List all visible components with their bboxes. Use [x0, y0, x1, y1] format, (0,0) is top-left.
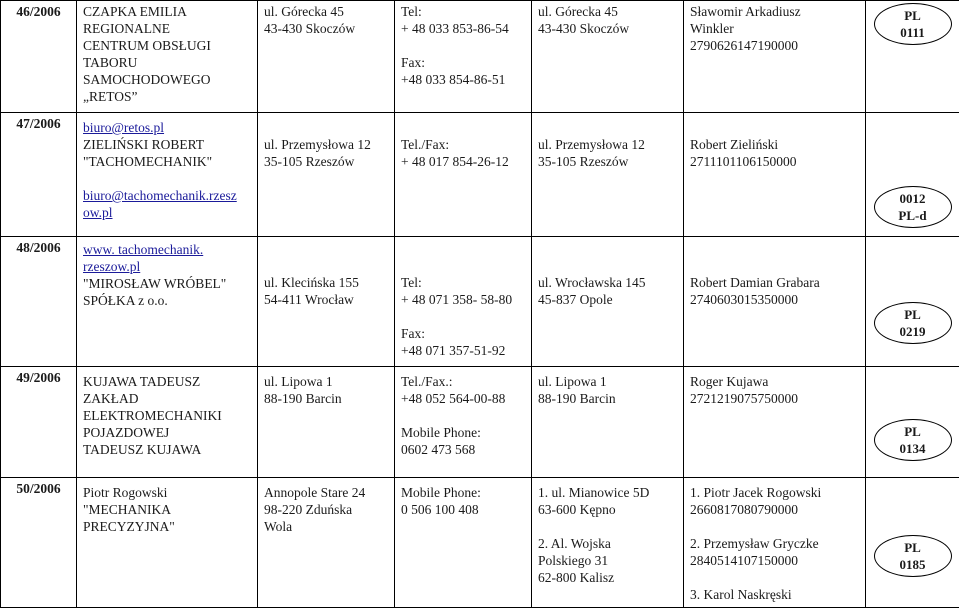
entry-number: 47/2006	[1, 113, 77, 237]
person-cell	[684, 237, 866, 367]
website-link[interactable]: www. tachomechanik.	[83, 242, 204, 257]
phone-number: + 48 033 853-86-54	[401, 21, 509, 36]
phone-label: Tel:	[401, 275, 422, 290]
fax-label: Fax:	[401, 326, 426, 341]
place-line: Polskiego 31	[538, 553, 609, 568]
place-line: 62-800 Kalisz	[538, 570, 615, 585]
table-row	[1, 237, 959, 367]
company-name-line: "TACHOMECHANIK"	[83, 154, 213, 169]
code-line: PL	[904, 540, 921, 555]
email-link[interactable]: biuro@retos.pl	[83, 120, 165, 135]
person-name: Robert Zieliński	[690, 137, 779, 152]
company-name-cell	[77, 113, 258, 237]
code-line: PL-d	[898, 208, 927, 223]
address-line: ul. Lipowa 1	[264, 374, 333, 389]
code-line: 0185	[899, 557, 926, 572]
person-id: 2660817080790000	[690, 502, 798, 517]
company-name-line: POJAZDOWEJ	[83, 425, 170, 440]
company-name-line: ZIELIŃSKI ROBERT	[83, 137, 205, 152]
address-line: ul. Przemysłowa 12	[264, 137, 371, 152]
code-line: PL	[904, 8, 921, 23]
fax-number: +48 033 854-86-51	[401, 72, 506, 87]
entry-number: 49/2006	[1, 367, 77, 478]
fax-label: Fax:	[401, 55, 426, 70]
person-cell	[684, 478, 866, 608]
address-cell	[258, 237, 395, 367]
place-line: ul. Lipowa 1	[538, 374, 607, 389]
mobile-number: 0 506 100 408	[401, 502, 479, 517]
phone-label: Tel:	[401, 4, 422, 19]
person-cell	[684, 367, 866, 478]
company-name-line: CENTRUM OBSŁUGI	[83, 38, 211, 53]
phone-number: +48 052 564-00-88	[401, 391, 506, 406]
address-line: 43-430 Skoczów	[264, 21, 356, 36]
place-cell	[532, 1, 684, 113]
contact-cell	[395, 478, 532, 608]
place-line: 43-430 Skoczów	[538, 21, 630, 36]
code-oval	[874, 535, 952, 577]
table-row	[1, 367, 959, 478]
person-id: 2711101106150000	[690, 154, 797, 169]
code-cell	[866, 113, 959, 237]
code-line: 0111	[900, 25, 925, 40]
place-line: ul. Przemysłowa 12	[538, 137, 645, 152]
person-name: Robert Damian Grabara	[690, 275, 820, 290]
company-name-line: "MECHANIKA	[83, 502, 172, 517]
entry-number: 46/2006	[1, 1, 77, 113]
place-cell	[532, 478, 684, 608]
person-name: Winkler	[690, 21, 734, 36]
company-name-line: SAMOCHODOWEGO	[83, 72, 211, 87]
person-id: 2840514107150000	[690, 553, 798, 568]
place-line: 1. ul. Mianowice 5D	[538, 485, 650, 500]
address-cell	[258, 367, 395, 478]
contact-cell	[395, 113, 532, 237]
entry-number: 50/2006	[1, 478, 77, 608]
mobile-number: 0602 473 568	[401, 442, 476, 457]
company-name-cell	[77, 367, 258, 478]
person-name: 2. Przemysław Gryczke	[690, 536, 819, 551]
company-name-line: ELEKTROMECHANIKI	[83, 408, 222, 423]
person-id: 2790626147190000	[690, 38, 798, 53]
table-row	[1, 478, 959, 608]
person-name: Roger Kujawa	[690, 374, 769, 389]
person-cell	[684, 1, 866, 113]
company-name-line: CZAPKA EMILIA	[83, 4, 187, 19]
fax-number: +48 071 357-51-92	[401, 343, 506, 358]
address-line: 98-220 Zduńska	[264, 502, 353, 517]
contact-cell	[395, 367, 532, 478]
address-line: 88-190 Barcin	[264, 391, 342, 406]
code-line: 0219	[899, 324, 926, 339]
phone-number: + 48 071 358- 58-80	[401, 292, 513, 307]
person-name: 1. Piotr Jacek Rogowski	[690, 485, 822, 500]
person-cell	[684, 113, 866, 237]
phone-label: Tel./Fax.:	[401, 374, 453, 389]
company-name-cell	[77, 237, 258, 367]
person-name: 3. Karol Naskręski	[690, 587, 792, 602]
place-line: 45-837 Opole	[538, 292, 613, 307]
address-line: ul. Klecińska 155	[264, 275, 359, 290]
code-oval	[874, 419, 952, 461]
place-cell	[532, 367, 684, 478]
company-name-line: Piotr Rogowski	[83, 485, 168, 500]
company-name-line: TADEUSZ KUJAWA	[83, 442, 202, 457]
table-row	[1, 1, 959, 113]
address-line: Annopole Stare 24	[264, 485, 366, 500]
code-cell	[866, 367, 959, 478]
company-name-line: "MIROSŁAW WRÓBEL"	[83, 276, 227, 291]
mobile-label: Mobile Phone:	[401, 425, 481, 440]
code-cell	[866, 237, 959, 367]
code-line: 0134	[899, 441, 926, 456]
address-line: 35-105 Rzeszów	[264, 154, 355, 169]
place-cell	[532, 113, 684, 237]
code-oval	[874, 3, 952, 45]
email-link[interactable]: ow.pl	[83, 205, 113, 220]
company-name-line: KUJAWA TADEUSZ	[83, 374, 201, 389]
address-cell	[258, 113, 395, 237]
code-oval	[874, 302, 952, 344]
phone-number: + 48 017 854-26-12	[401, 154, 509, 169]
code-oval	[874, 186, 952, 228]
address-cell	[258, 478, 395, 608]
address-line: ul. Górecka 45	[264, 4, 344, 19]
company-name-cell	[77, 1, 258, 113]
place-line: 2. Al. Wojska	[538, 536, 611, 551]
code-line: PL	[904, 424, 921, 439]
person-id: 2721219075750000	[690, 391, 798, 406]
contact-cell	[395, 1, 532, 113]
company-name-line: REGIONALNE	[83, 21, 170, 36]
address-line: 54-411 Wrocław	[264, 292, 354, 307]
address-cell	[258, 1, 395, 113]
entry-number: 48/2006	[1, 237, 77, 367]
person-id: 2740603015350000	[690, 292, 798, 307]
code-cell	[866, 478, 959, 608]
place-line: 63-600 Kępno	[538, 502, 616, 517]
phone-label: Tel./Fax:	[401, 137, 450, 152]
website-link[interactable]: rzeszow.pl	[83, 259, 141, 274]
contact-cell	[395, 237, 532, 367]
code-line: PL	[904, 307, 921, 322]
mobile-label: Mobile Phone:	[401, 485, 481, 500]
company-name-line: TABORU	[83, 55, 138, 70]
company-name-line: „RETOS”	[83, 89, 138, 104]
place-line: ul. Górecka 45	[538, 4, 618, 19]
person-name: Sławomir Arkadiusz	[690, 4, 801, 19]
company-name-cell	[77, 478, 258, 608]
address-line: Wola	[264, 519, 293, 534]
company-name-line: ZAKŁAD	[83, 391, 139, 406]
company-name-line: SPÓŁKA z o.o.	[83, 293, 168, 308]
place-line: 88-190 Barcin	[538, 391, 616, 406]
code-cell	[866, 1, 959, 113]
company-name-line: PRECYZYJNA"	[83, 519, 175, 534]
place-cell	[532, 237, 684, 367]
place-line: 35-105 Rzeszów	[538, 154, 629, 169]
email-link[interactable]: biuro@tachomechanik.rzesz	[83, 188, 237, 203]
table-row	[1, 113, 959, 237]
place-line: ul. Wrocławska 145	[538, 275, 646, 290]
code-line: 0012	[899, 191, 926, 206]
